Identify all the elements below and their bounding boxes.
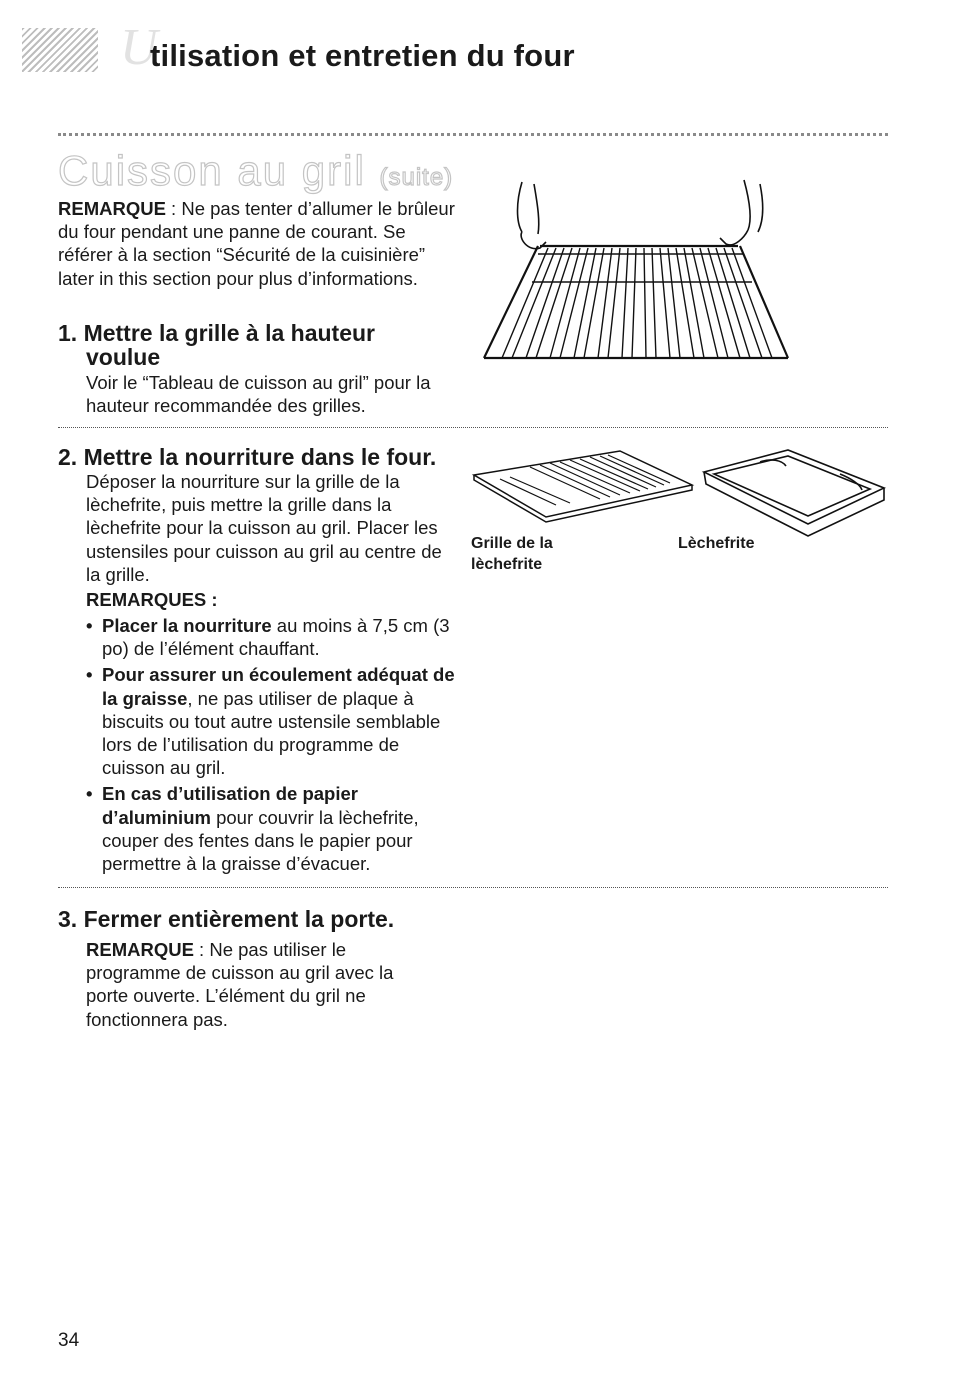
note-3-bold: En cas d’utilisation de papier d’aluminium <box>102 783 358 828</box>
intro-remark-label: REMARQUE <box>58 198 166 219</box>
broiler-grid-caption-line2: lèchefrite <box>471 556 543 573</box>
broiler-pan-caption: Lèchefrite <box>678 535 755 552</box>
step-3-remark-text: : Ne pas utiliser le programme de cuisson au gril avec la porte ouverte. L’élément du gril ne fonctionnera pas. <box>86 939 394 1030</box>
page-title: tilisation et entretien du four <box>150 38 575 73</box>
step-3-remark-label: REMARQUE <box>86 939 194 960</box>
step-2-title: 2. Mettre la nourriture dans le four. <box>58 444 437 470</box>
step-3-title: 3. Fermer entièrement la porte. <box>58 906 395 932</box>
section-divider-1 <box>58 427 888 428</box>
step-1-body: Voir le “Tableau de cuisson au gril” pour la hauteur recommandée des grilles. <box>86 372 431 417</box>
note-1-text: au moins à 7,5 cm (3 po) de l’élément chauffant. <box>102 615 450 660</box>
step-2-body: Déposer la nourriture sur la grille de la lèchefrite, puis mettre la grille dans la lèchefrite pour la cuisson au gril. Placer les ustensiles pour cuisson au gril au centre de la grille. <box>86 471 442 585</box>
section-title-suffix: (suite) <box>379 164 454 191</box>
note-2-bold: Pour assurer un écoulement adéquat de la graisse <box>102 664 455 709</box>
header-divider <box>58 133 888 136</box>
header-initial: U <box>120 19 158 76</box>
broiler-grid-caption-line1: Grille de la <box>471 535 553 552</box>
intro-remark <box>58 197 458 290</box>
broiler-grid-caption <box>471 533 553 575</box>
header-decoration <box>22 28 98 72</box>
note-1-bold: Placer la nourriture <box>102 615 272 636</box>
step-3-remark <box>86 938 436 1031</box>
step-2-note-2 <box>86 663 456 779</box>
section-divider-2 <box>58 887 888 888</box>
step-1-title-line2: voulue <box>86 344 161 370</box>
step-1-title <box>58 321 478 369</box>
intro-remark-text: : Ne pas tenter d’allumer le brûleur du four pendant une panne de courant. Se référer à la section “Sécurité de la cuisinière” later in this section pour plus d’informations. <box>58 198 455 289</box>
step-2-notes-list <box>86 614 456 878</box>
section-title <box>58 147 454 194</box>
broiler-pan-illustration <box>690 444 890 539</box>
section-title-text: Cuisson au gril <box>58 147 366 194</box>
note-3-text: pour couvrir la lèchefrite, couper des fentes dans le papier pour permettre à la graisse d’évacuer. <box>102 806 419 875</box>
step-2-note-1 <box>86 614 456 660</box>
step-2-notes-label: REMARQUES : <box>86 589 218 610</box>
step-2-note-3 <box>86 782 456 875</box>
oven-rack-illustration <box>482 172 792 372</box>
page-number: 34 <box>58 1330 80 1351</box>
broiler-grid-illustration <box>470 447 700 527</box>
note-2-text: , ne pas utiliser de plaque à biscuits ou tout autre ustensile semblable lors de l’utilisation du programme de cuisson au gril. <box>102 687 441 779</box>
step-1-title-line1: 1. Mettre la grille à la hauteur <box>58 320 375 346</box>
